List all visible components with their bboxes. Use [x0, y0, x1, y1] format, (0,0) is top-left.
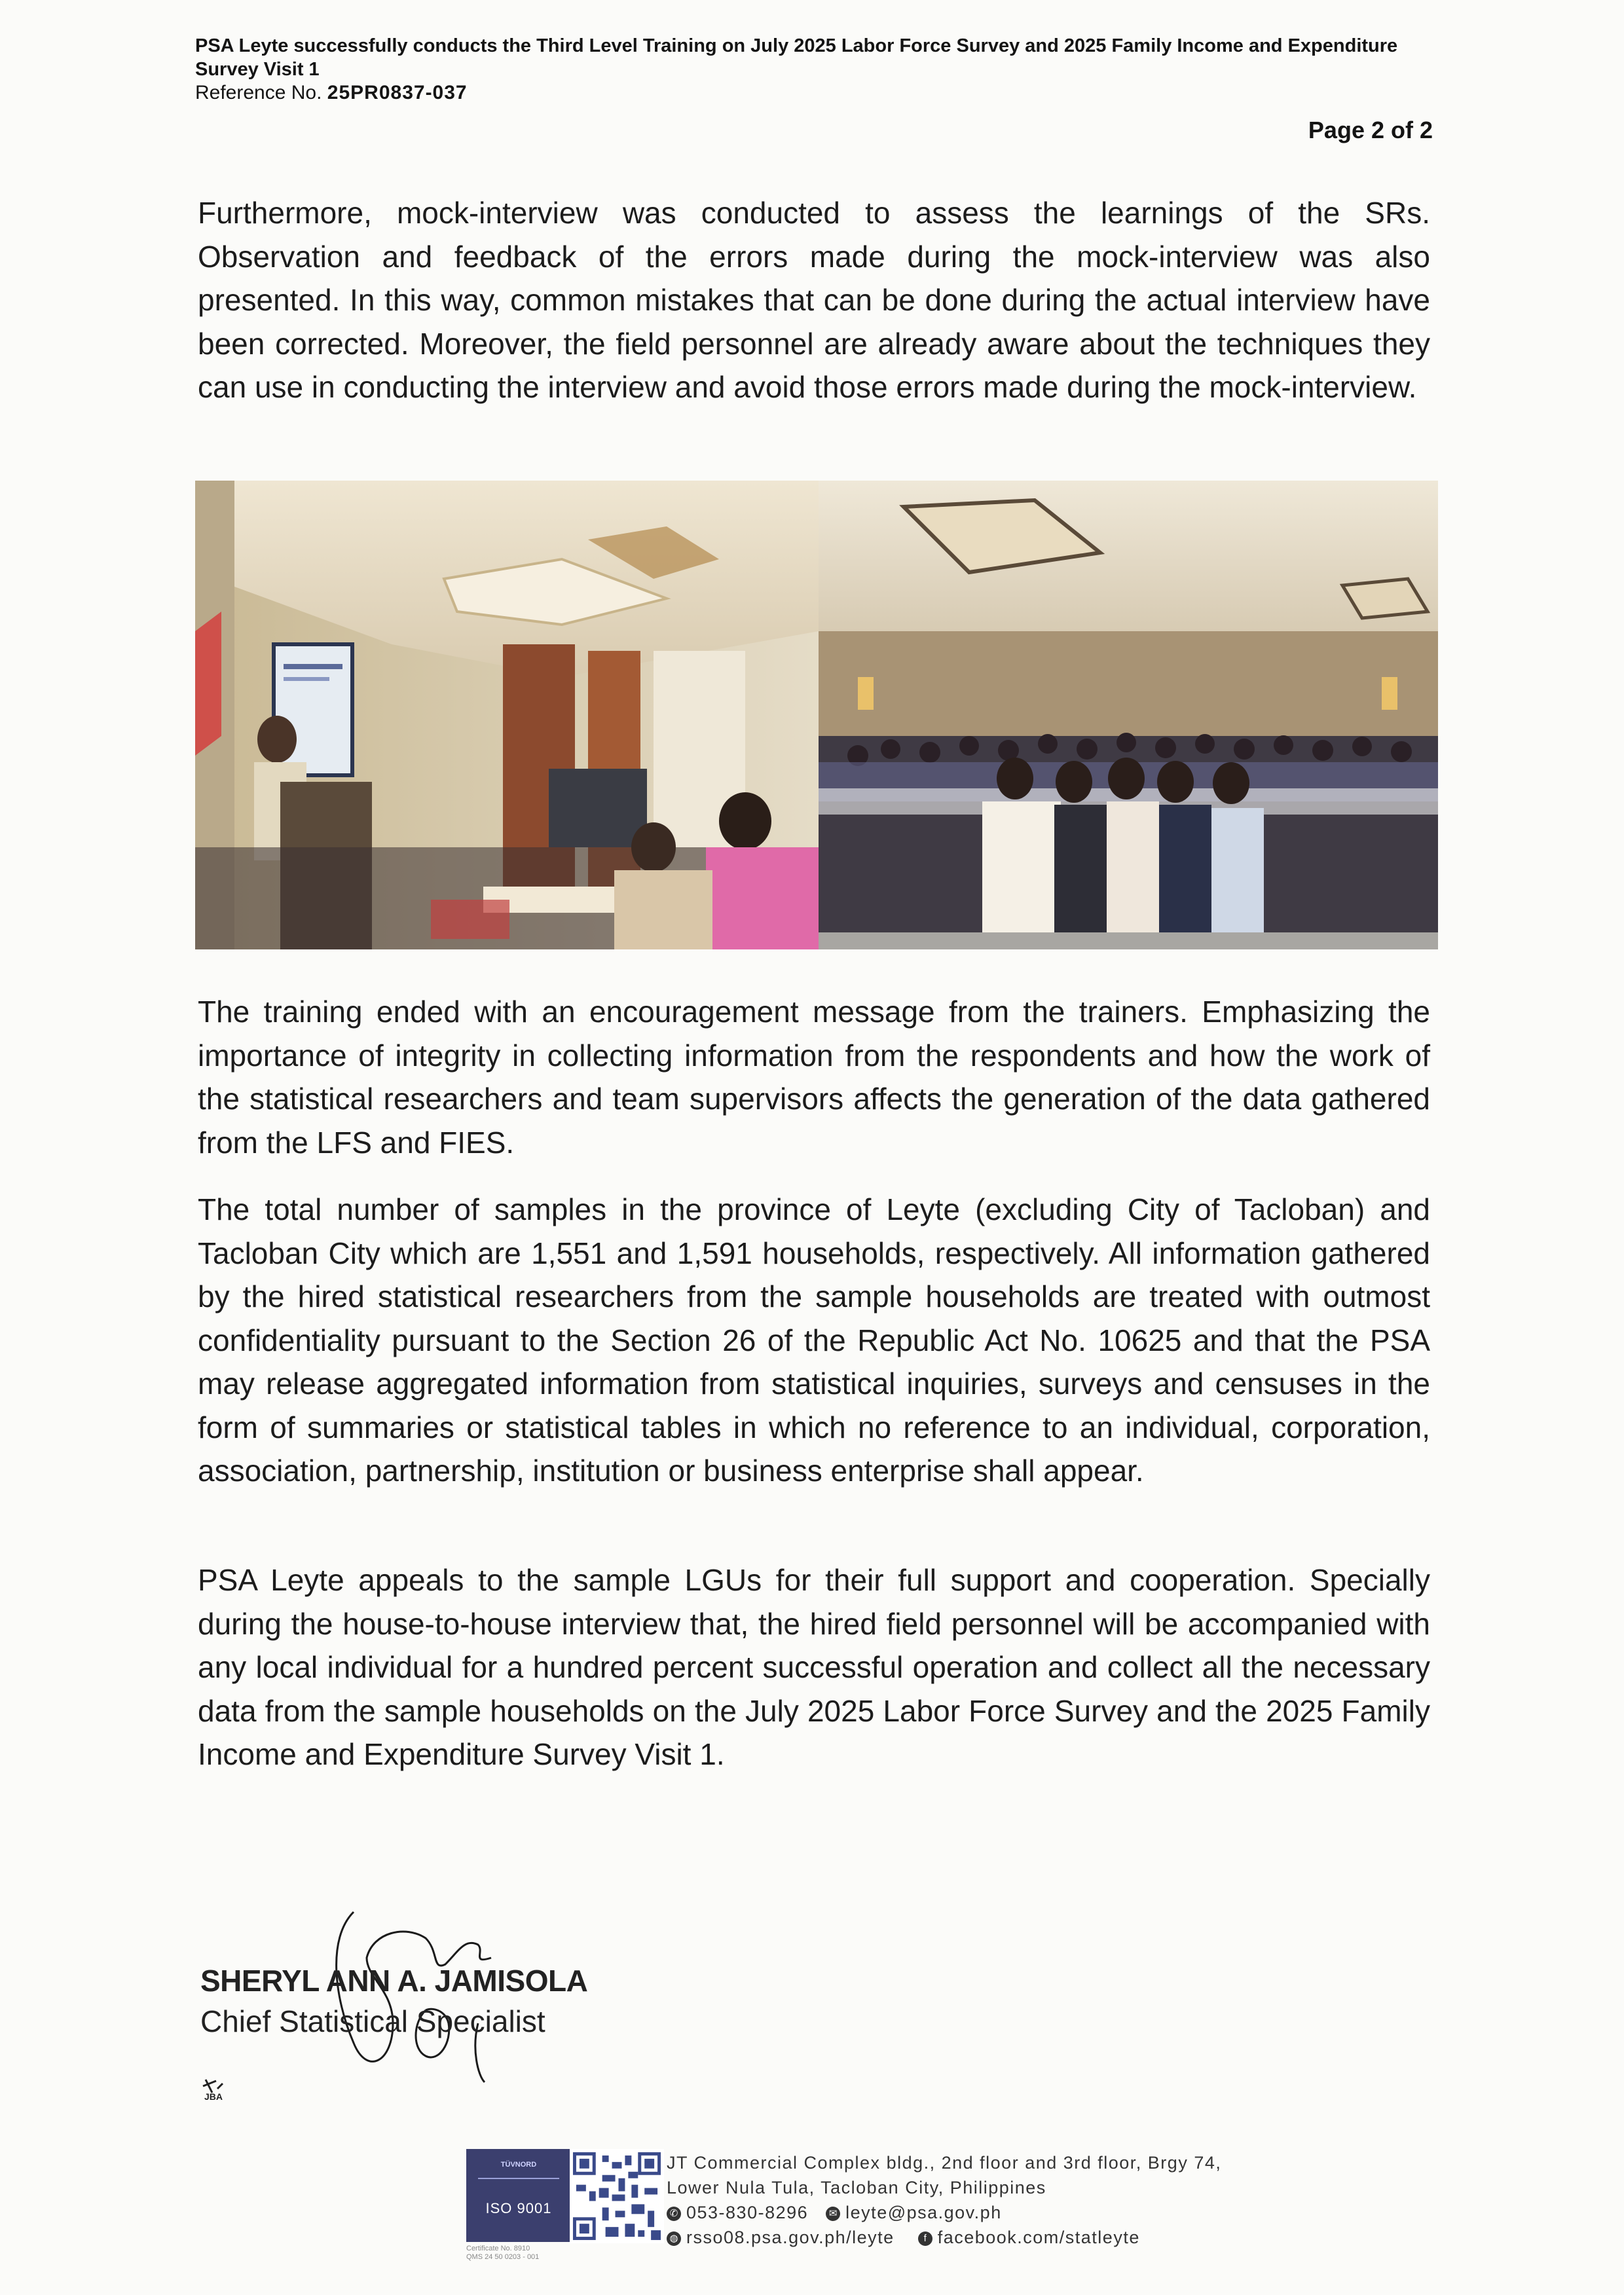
- reference-label: Reference No.: [195, 82, 322, 103]
- page-number: Page 2 of 2: [1308, 117, 1433, 143]
- document-header: [195, 34, 1439, 105]
- phone-number: 053-830-8296: [686, 2203, 809, 2222]
- reference-number: 25PR0837-037: [327, 82, 468, 103]
- phone-icon: ✆: [667, 2207, 681, 2221]
- paragraph-mock-interview: Furthermore, mock-interview was conducted to assess the learnings of the SRs. Observation and feedback of the errors made during the mock-interview was also presented. In this way, common mistakes that can be done during the actual interview have been corrected. Moreover, the field personnel are already aware about the techniques they can use in conducting the interview and avoid those errors made during the mock-interview.: [198, 196, 1430, 404]
- facebook-icon: f: [918, 2231, 932, 2246]
- paragraph-sample-totals: The total number of samples in the province of Leyte (excluding City of Tacloban) and Tacloban City which are 1,551 and 1,591 households, respectively. All information gathered by the hired statistical researchers from the sample households are treated with outmost confidentiality pursuant to the Section 26 of the Republic Act No. 10625 and that the PSA may release aggregated information from statistical inquiries, surveys and censuses in the form of summaries or statistical tables in which no reference to an individual, corporation, association, partnership, institution or business enterprise shall appear.: [198, 1192, 1430, 1488]
- footer: [466, 2149, 1239, 2280]
- signature-block: [196, 1892, 720, 2115]
- iso-certification-badge: [466, 2149, 571, 2242]
- globe-icon: ◍: [667, 2231, 681, 2246]
- qr-code-icon: [570, 2149, 664, 2243]
- iso-label: ISO 9001: [485, 2200, 552, 2216]
- email-icon: ✉: [826, 2207, 840, 2221]
- signatory-name: SHERYL ANN A. JAMISOLA: [200, 1964, 588, 1998]
- email-address[interactable]: leyte@psa.gov.ph: [845, 2203, 1002, 2222]
- phone-email-row: [667, 2200, 1221, 2225]
- photo-group-participants: [819, 481, 1438, 949]
- website-link[interactable]: rsso08.psa.gov.ph/leyte: [686, 2228, 895, 2247]
- certifier-brand: TÜVNORD: [500, 2161, 537, 2169]
- initials-text: JBA: [204, 2091, 223, 2102]
- initials-mark: [198, 2077, 244, 2106]
- paragraph-training-ended: The training ended with an encouragement message from the trainers. Emphasizing the importance of integrity in collecting information from the respondents and how the work of the statistical researchers and team supervisors affects the generation of the data gathered from the LFS and FIES.: [198, 995, 1430, 1160]
- reference-line: [195, 81, 1439, 105]
- document-title: PSA Leyte successfully conducts the Third Level Training on July 2025 Labor Force Survey and 2025 Family Income and Expenditure Survey Visit 1: [195, 35, 1398, 80]
- facebook-link[interactable]: facebook.com/statleyte: [937, 2228, 1140, 2247]
- address-line-1: JT Commercial Complex bldg., 2nd floor and 3rd floor, Brgy 74,: [667, 2153, 1222, 2173]
- web-social-row: [667, 2225, 1221, 2250]
- certificate-number: Certificate No. 8910 QMS 24 50 0203 - 001: [466, 2245, 540, 2261]
- photo-speaker-at-podium: [195, 481, 819, 949]
- address-line-2: Lower Nula Tula, Tacloban City, Philippines: [667, 2178, 1046, 2197]
- contact-details: [667, 2150, 1221, 2250]
- paragraph-appeal-to-lgus: PSA Leyte appeals to the sample LGUs for their full support and cooperation. Specially during the house-to-house interview that, the hired field personnel will be accompanied with any local individual for a hundred percent successful operation and collect all the necessary data from the sample households on the July 2025 Labor Force Survey and the 2025 Family Income and Expenditure Survey Visit 1.: [198, 1563, 1430, 1771]
- signatory-title: Chief Statistical Specialist: [200, 2004, 545, 2038]
